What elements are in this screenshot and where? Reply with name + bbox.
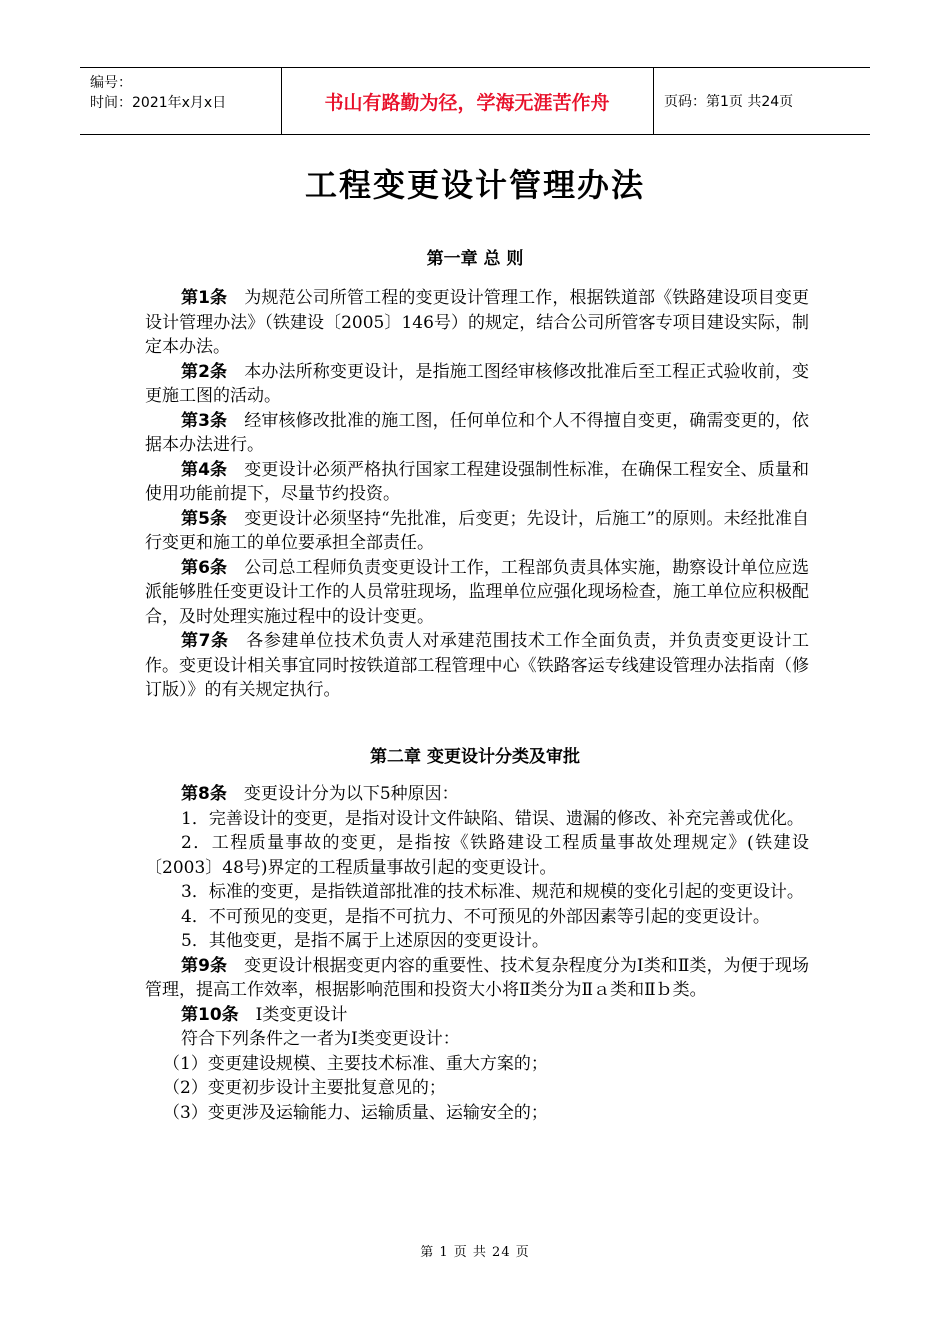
chapter-2-heading: 第二章 变更设计分类及审批 (370, 747, 580, 767)
chapter-1-heading: 第一章 总 则 (426, 249, 524, 269)
article-2 (145, 360, 809, 409)
reason-item: 2．工程质量事故的变更，是指按《铁路建设工程质量事故处理规定》(铁建设〔2003〕48号)界定的工程质量事故引起的变更设计。 (145, 833, 809, 878)
article-10 (145, 1003, 809, 1028)
chapter-1-body (145, 286, 809, 703)
article-label: 第9条 (181, 955, 228, 976)
article-text: 变更设计分为以下5种原因： (243, 784, 459, 804)
article-7 (145, 629, 809, 703)
condition-intro: 符合下列条件之一者为Ⅰ类变更设计： (181, 1029, 460, 1049)
document-number-label: 编号： (90, 75, 132, 91)
article-label: 第5条 (181, 508, 228, 529)
article-text: 变更设计根据变更内容的重要性、技术复杂程度分为Ⅰ类和Ⅱ类，为便于现场管理，提高工作效率，根据影响范围和投资大小将Ⅱ类分为Ⅱａ类和Ⅱｂ类。 (145, 955, 809, 1000)
article-label: 第8条 (181, 784, 227, 804)
reason-item: 3．标准的变更，是指铁道部批准的技术标准、规范和规模的变化引起的变更设计。 (181, 882, 804, 902)
header-meta (90, 73, 226, 113)
page-footer: 第 1 页 共 24 页 (420, 1245, 530, 1260)
article-6 (145, 556, 809, 630)
article-8 (145, 782, 809, 807)
article-text: 公司总工程师负责变更设计工作，工程部负责具体实施，勘察设计单位应选派能够胜任变更设计工作的人员常驻现场，监理单位应强化现场检查，施工单位应积极配合，及时处理实施过程中的设计变更。 (145, 557, 809, 627)
article-label: 第10条 (181, 1004, 239, 1025)
document-title: 工程变更设计管理办法 (304, 166, 645, 204)
reason-item: 1．完善设计的变更，是指对设计文件缺陷、错误、遗漏的修改、补充完善或优化。 (181, 808, 804, 829)
article-5 (145, 507, 809, 556)
article-text: 各参建单位技术负责人对承建范围技术工作全面负责，并负责变更设计工作。变更设计相关事宜同时按铁道部工程管理中心《铁路客运专线建设管理办法指南（修订版）》的有关规定执行。 (145, 631, 809, 700)
article-label: 第4条 (181, 459, 228, 480)
article-label: 第3条 (181, 410, 228, 431)
condition-item: （2）变更初步设计主要批复意见的； (163, 1078, 446, 1098)
article-text: 本办法所称变更设计，是指施工图经审核修改批准后至工程正式验收前，变更施工图的活动。 (145, 361, 809, 406)
header-divider (653, 68, 654, 134)
article-label: 第2条 (181, 361, 228, 382)
article-text: 变更设计必须严格执行国家工程建设强制性标准，在确保工程安全、质量和使用功能前提下，尽量节约投资。 (145, 459, 809, 504)
article-4 (145, 458, 809, 507)
article-3 (145, 409, 809, 458)
header-page-info: 页码：第1页 共24页 (664, 94, 794, 110)
document-date-label: 时间：2021年x月x日 (90, 95, 227, 111)
article-text: 为规范公司所管工程的变更设计管理工作，根据铁道部《铁路建设项目变更设计管理办法》（铁建设〔2005〕146号）的规定，结合公司所管客专项目建设实际，制定本办法。 (145, 288, 809, 357)
article-text: 经审核修改批准的施工图，任何单位和个人不得擅自变更，确需变更的，依据本办法进行。 (145, 410, 809, 455)
page-header (80, 67, 870, 135)
header-motto: 书山有路勤为径，学海无涯苦作舟 (324, 92, 610, 114)
chapter-2-body (145, 782, 809, 1125)
article-text: Ⅰ类变更设计 (255, 1004, 348, 1025)
reason-item: 4．不可预见的变更，是指不可抗力、不可预见的外部因素等引起的变更设计。 (181, 906, 770, 927)
article-label: 第6条 (181, 557, 228, 578)
article-1 (145, 286, 809, 360)
article-text: 变更设计必须坚持“先批准，后变更；先设计，后施工”的原则。未经批准自行变更和施工的单位要承担全部责任。 (145, 508, 809, 553)
article-label: 第1条 (181, 288, 228, 308)
condition-item: （3）变更涉及运输能力、运输质量、运输安全的； (163, 1102, 548, 1123)
article-label: 第7条 (181, 631, 229, 651)
article-9 (145, 954, 809, 1003)
condition-item: （1）变更建设规模、主要技术标准、重大方案的； (163, 1053, 548, 1074)
reason-item: 5．其他变更，是指不属于上述原因的变更设计。 (181, 931, 549, 951)
